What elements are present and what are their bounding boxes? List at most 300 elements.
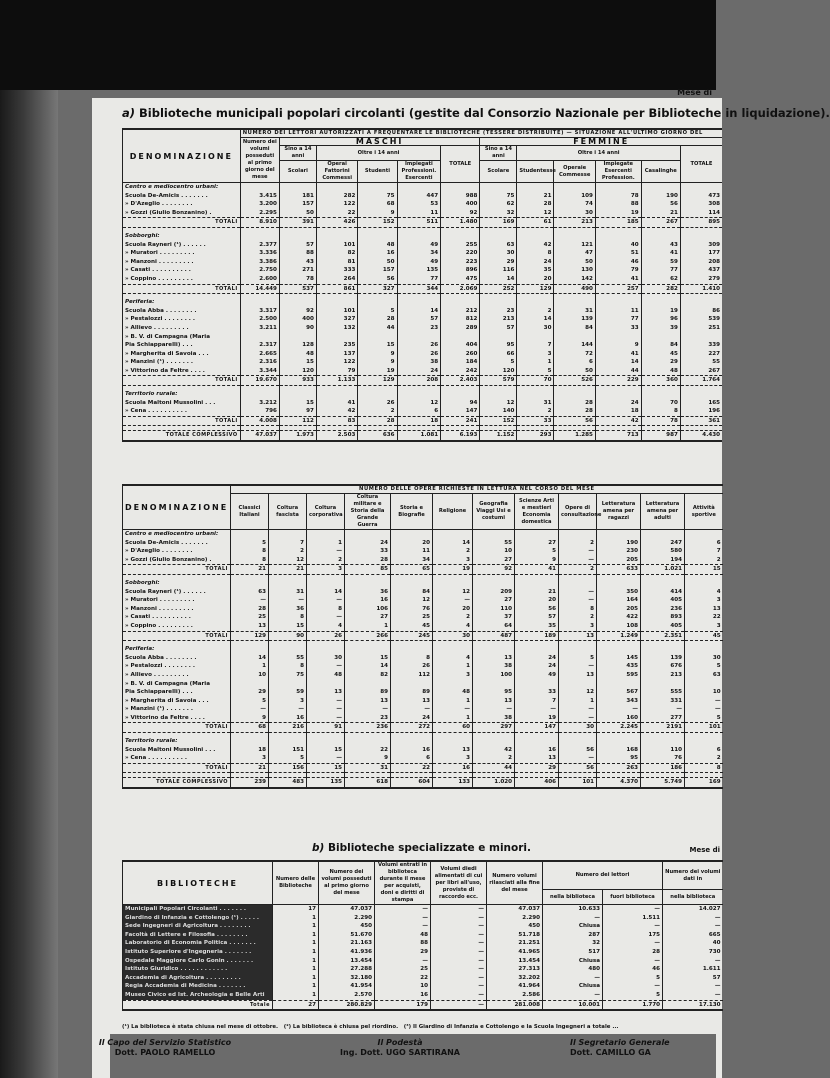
table-row: [123, 613, 723, 622]
col-header: Numero volumi rilasciati alla fine del mese: [487, 861, 543, 905]
table-cell: 20: [515, 596, 559, 605]
table-cell: 405: [641, 596, 685, 605]
table-cell: 812: [441, 315, 480, 324]
table-cell: 19: [433, 565, 473, 575]
table-cell: 91: [307, 723, 345, 733]
table-cell: 23: [397, 324, 441, 333]
col-header: fuori biblioteca: [603, 890, 663, 905]
table-cell: [559, 680, 597, 689]
table-cell: 309: [680, 241, 722, 250]
table-cell: 12: [480, 399, 517, 408]
table-cell: —: [431, 1000, 487, 1010]
table-cell: 213: [641, 671, 685, 680]
table-cell: —: [307, 705, 345, 714]
row-label: » Casati . . . . . . . . . .: [123, 613, 231, 622]
title-text: Biblioteche municipali popolari circolanti (gestite dal Consorzio Nazionale per Biblioteche in liquidazione).: [139, 106, 830, 120]
table-cell: 28: [345, 556, 391, 565]
group-header-row: [123, 183, 723, 192]
table-row: [123, 697, 723, 706]
group-total-row: [123, 763, 723, 773]
section-b-title: [312, 842, 531, 854]
table-cell: 1.020: [473, 778, 515, 788]
table-cell: [269, 579, 307, 588]
row-label: » Gozzi (Giulio Bonzanino) .: [123, 209, 241, 218]
table-cell: —: [603, 982, 663, 991]
table-row: [123, 539, 723, 548]
table-cell: 3.317: [240, 307, 279, 316]
table-cell: 8: [307, 605, 345, 614]
table-cell: 7: [515, 697, 559, 706]
readers-table: [122, 128, 722, 442]
row-label: » Cena . . . . . . . . . .: [123, 754, 231, 763]
table-cell: 245: [391, 631, 433, 641]
table-cell: 16: [358, 249, 397, 258]
group-label: Sobborghi:: [123, 232, 241, 241]
table-cell: 1.764: [680, 376, 722, 386]
table-cell: 145: [597, 654, 641, 663]
grand-total-row: [123, 778, 723, 788]
table-cell: 66: [480, 350, 517, 359]
table-cell: 1: [273, 991, 319, 1000]
table-cell: [316, 183, 357, 192]
table-cell: 713: [595, 431, 641, 441]
table-cell: 90: [269, 631, 307, 641]
table-row: [123, 307, 723, 316]
row-label: Pia Schiapparelli) . . .: [123, 688, 231, 697]
table-cell: 3: [231, 754, 269, 763]
table-cell: 9: [595, 341, 641, 350]
table-cell: 5: [358, 307, 397, 316]
table-cell: 175: [603, 931, 663, 940]
row-label: TOTALI: [123, 416, 241, 426]
table-cell: 62: [641, 275, 680, 284]
table-cell: 487: [473, 631, 515, 641]
table-cell: 10.001: [543, 1000, 603, 1010]
row-label: » Muratori . . . . . . . . .: [123, 596, 231, 605]
table-cell: [433, 579, 473, 588]
table-cell: [641, 579, 685, 588]
table-cell: 129: [517, 284, 554, 294]
table-row: [123, 249, 723, 258]
table-cell: 189: [515, 631, 559, 641]
table-cell: 55: [269, 654, 307, 663]
table-cell: 22: [391, 763, 433, 773]
table-cell: 12: [433, 588, 473, 597]
table-cell: 280.829: [319, 1000, 375, 1010]
table-cell: 85: [345, 565, 391, 575]
table-cell: 281.008: [487, 1000, 543, 1010]
col-header: Operai Fattorini Commessi: [316, 161, 357, 183]
table-cell: —: [375, 914, 431, 923]
table-cell: 2.403: [441, 376, 480, 386]
table-cell: [517, 298, 554, 307]
table-cell: 618: [345, 778, 391, 788]
table-cell: Museo Civico ed Ist. Archeologia e Belle Arti: [123, 991, 273, 1000]
table-cell: 5: [559, 654, 597, 663]
table-cell: 327: [316, 315, 357, 324]
table-cell: 2: [433, 547, 473, 556]
table-cell: —: [433, 596, 473, 605]
table-cell: 47.037: [319, 905, 375, 914]
table-cell: —: [431, 965, 487, 974]
table-cell: [397, 232, 441, 241]
table-cell: 18: [397, 416, 441, 426]
table-cell: 95: [597, 754, 641, 763]
table-cell: 101: [685, 723, 723, 733]
table-cell: 3: [433, 671, 473, 680]
scan-left-border: [0, 90, 58, 1078]
table-cell: [595, 333, 641, 342]
table-cell: [231, 737, 269, 746]
row-label: Pia Schiapparelli) . . .: [123, 341, 241, 350]
table-cell: 16: [375, 991, 431, 1000]
table-cell: 2.316: [240, 358, 279, 367]
col-header: Numero dei lettori: [543, 861, 663, 890]
row-label: » B. V. di Campagna (Maria: [123, 333, 241, 342]
table-cell: 10: [473, 547, 515, 556]
table-cell: 2.351: [641, 631, 685, 641]
table-cell: 156: [269, 763, 307, 773]
table-cell: 266: [345, 631, 391, 641]
table-cell: [358, 298, 397, 307]
table-cell: 28: [603, 948, 663, 957]
table-cell: Facoltà di Lettere e Filosofia . . . . . . . .: [123, 931, 273, 940]
table-cell: —: [641, 705, 685, 714]
row-label: » Manzoni . . . . . . . . .: [123, 605, 231, 614]
row-label: TOTALI: [123, 376, 241, 386]
table-cell: 1.611: [663, 965, 723, 974]
table-cell: 1.410: [680, 284, 722, 294]
table-cell: 48: [433, 688, 473, 697]
table-cell: 3.212: [240, 399, 279, 408]
table-cell: 404: [441, 341, 480, 350]
group-label: Centro e mediocentro urbani:: [123, 530, 231, 539]
table-cell: 8: [269, 662, 307, 671]
table-cell: 5: [517, 367, 554, 376]
table-row: [123, 192, 723, 201]
row-label: TOTALI: [123, 631, 231, 641]
table-cell: 152: [358, 218, 397, 228]
table-cell: 29: [480, 258, 517, 267]
table-cell: 400: [279, 315, 316, 324]
table-cell: 526: [554, 376, 595, 386]
table-cell: 6: [391, 754, 433, 763]
row-label: » Gozzi (Giulio Bonzanino) .: [123, 556, 231, 565]
table-cell: 12: [391, 596, 433, 605]
table-cell: 435: [597, 662, 641, 671]
table-cell: 230: [597, 547, 641, 556]
group-total-row: [123, 284, 723, 294]
table-cell: 147: [441, 407, 480, 416]
table-cell: 30: [559, 723, 597, 733]
table-cell: —: [431, 939, 487, 948]
row-label: » Margherita di Savoia . . .: [123, 697, 231, 706]
table-cell: [685, 530, 723, 539]
col-header: nella biblioteca: [663, 890, 723, 905]
table-cell: 42: [517, 241, 554, 250]
table-row: [123, 258, 723, 267]
table-cell: 28: [554, 407, 595, 416]
table-cell: 78: [279, 275, 316, 284]
col-header: Numero dei volumi posseduti al primo giorno del mese: [319, 861, 375, 905]
table-cell: Istituto Giuridico . . . . . . . . . . . .: [123, 965, 273, 974]
table-cell: 22: [316, 209, 357, 218]
table-cell: [269, 737, 307, 746]
table-cell: 9: [515, 556, 559, 565]
col-header: Scolare: [480, 161, 517, 183]
table-cell: —: [559, 556, 597, 565]
col-header: Studenti: [358, 161, 397, 183]
table-cell: [307, 579, 345, 588]
table-cell: 2.317: [240, 341, 279, 350]
group-label: Centro e mediocentro urbani:: [123, 183, 241, 192]
table-cell: 92: [473, 565, 515, 575]
table-cell: 31: [269, 588, 307, 597]
table-cell: [517, 183, 554, 192]
table-cell: 235: [316, 341, 357, 350]
signature-role: Il Segretario Generale: [570, 1038, 670, 1047]
table-cell: 27: [473, 556, 515, 565]
table-cell: 79: [316, 367, 357, 376]
table-cell: [515, 530, 559, 539]
row-label: » Manzini (¹) . . . . . . .: [123, 705, 231, 714]
row-label: » D'Azeglio . . . . . . . .: [123, 547, 231, 556]
table-cell: 1.973: [279, 431, 316, 441]
table-cell: 2.295: [240, 209, 279, 218]
table-cell: [559, 579, 597, 588]
table-cell: 5: [603, 991, 663, 1000]
table-cell: 21: [269, 565, 307, 575]
table-cell: —: [473, 705, 515, 714]
table-cell: 2.570: [319, 991, 375, 1000]
table-cell: 35: [517, 266, 554, 275]
table-cell: 120: [279, 367, 316, 376]
table-cell: 4: [307, 622, 345, 631]
table-cell: 70: [517, 376, 554, 386]
table-cell: [597, 579, 641, 588]
table-cell: [316, 298, 357, 307]
table-cell: 297: [473, 723, 515, 733]
table-row: [123, 965, 723, 974]
table-cell: 15: [358, 341, 397, 350]
table-cell: [473, 737, 515, 746]
table-row: [123, 754, 723, 763]
table-cell: 1: [273, 939, 319, 948]
table-cell: 190: [597, 539, 641, 548]
table-cell: 121: [554, 241, 595, 250]
table-cell: [685, 737, 723, 746]
table-cell: Municipali Popolari Circolanti . . . . . . .: [123, 905, 273, 914]
signature-role: Il Podestà: [377, 1038, 423, 1047]
table-cell: 400: [441, 200, 480, 209]
table-cell: [307, 737, 345, 746]
table-cell: 20: [391, 539, 433, 548]
table-cell: 473: [680, 192, 722, 201]
table-cell: 1: [273, 974, 319, 983]
group-label: Territorio rurale:: [123, 737, 231, 746]
row-label: Scuola Maltoni Mussolini . . .: [123, 399, 241, 408]
table-row: [123, 200, 723, 209]
table-cell: 38: [473, 714, 515, 723]
table-row: [123, 341, 723, 350]
table-cell: 165: [680, 399, 722, 408]
table-cell: [641, 680, 685, 689]
table-cell: 2: [433, 613, 473, 622]
table-cell: 13: [473, 697, 515, 706]
footnote: (³) Il Giardino di Infanzia e Cottolengo e la Scuola Ingegneri a totale ...: [403, 1024, 619, 1030]
f-sino14-header: Sino a 14 anni: [480, 146, 517, 161]
table-cell: [231, 680, 269, 689]
table-cell: 475: [441, 275, 480, 284]
table-row: [123, 705, 723, 714]
f-oltre14-header: Oltre i 14 anni: [517, 146, 680, 161]
section-b-corner: Mese di: [689, 846, 720, 854]
table-row: [123, 662, 723, 671]
table-cell: 5: [685, 662, 723, 671]
table-cell: 209: [473, 588, 515, 597]
row-label: » Margherita di Savoia . . .: [123, 350, 241, 359]
table-cell: 4: [433, 654, 473, 663]
col-header: Impiegati Professioni. Esercenti: [397, 161, 441, 183]
table-cell: [441, 232, 480, 241]
table-cell: —: [559, 547, 597, 556]
table-cell: —: [431, 922, 487, 931]
table-cell: [680, 333, 722, 342]
table-cell: —: [559, 596, 597, 605]
table-cell: 208: [397, 376, 441, 386]
table-cell: [597, 645, 641, 654]
section-b-text: Biblioteche specializzate e minori.: [327, 842, 532, 854]
table-row: [123, 957, 723, 966]
row-label: » Allievo . . . . . . . . .: [123, 671, 231, 680]
table-cell: 447: [397, 192, 441, 201]
table-cell: [358, 333, 397, 342]
table-cell: 1: [433, 697, 473, 706]
table-cell: 41.954: [319, 982, 375, 991]
table-cell: 129: [231, 631, 269, 641]
table-cell: 5: [603, 974, 663, 983]
row-label: Totale: [123, 1000, 273, 1010]
table-cell: 8: [391, 654, 433, 663]
table-cell: 350: [597, 588, 641, 597]
table-cell: —: [391, 705, 433, 714]
table-cell: —: [559, 754, 597, 763]
table-cell: 50: [554, 367, 595, 376]
table-cell: 41: [595, 275, 641, 284]
table-cell: 287: [543, 931, 603, 940]
table-cell: 114: [680, 209, 722, 218]
row-label: » Coppino . . . . . . . . .: [123, 275, 241, 284]
table-cell: Chiusa: [543, 957, 603, 966]
table-cell: 23: [345, 714, 391, 723]
table-cell: 1.152: [480, 431, 517, 441]
table-cell: 636: [358, 431, 397, 441]
table-cell: 78: [595, 192, 641, 201]
table-cell: 45: [641, 350, 680, 359]
table-cell: 511: [397, 218, 441, 228]
table-cell: 895: [680, 218, 722, 228]
table-cell: 61: [517, 218, 554, 228]
table-cell: 14: [595, 358, 641, 367]
table-cell: 1: [273, 965, 319, 974]
table-cell: 157: [279, 200, 316, 209]
group-total-row: [123, 218, 723, 228]
table-cell: 16: [515, 746, 559, 755]
requests-table: [122, 484, 723, 789]
table-cell: [441, 298, 480, 307]
col-header: Numero dei volumi dati in: [663, 861, 723, 890]
table-cell: [554, 183, 595, 192]
table-cell: 271: [279, 266, 316, 275]
table-cell: 194: [641, 556, 685, 565]
table-cell: 49: [397, 241, 441, 250]
f-totale-header: TOTALE: [680, 146, 722, 183]
table-cell: [397, 390, 441, 399]
table-cell: [441, 333, 480, 342]
table-cell: 59: [269, 688, 307, 697]
table-cell: —: [663, 922, 723, 931]
table-cell: 49: [515, 671, 559, 680]
table-cell: 1.021: [641, 565, 685, 575]
group-label: Periferia:: [123, 645, 231, 654]
table-cell: 1: [433, 662, 473, 671]
col-header: Letteratura amena per ragazzi: [597, 494, 641, 530]
table-cell: —: [307, 547, 345, 556]
table-cell: 152: [480, 416, 517, 426]
table-cell: 327: [358, 284, 397, 294]
row-label: » Allievo . . . . . . . . .: [123, 324, 241, 333]
table-cell: —: [269, 596, 307, 605]
table-cell: 1: [433, 714, 473, 723]
table-cell: 95: [473, 688, 515, 697]
table-cell: 13: [559, 671, 597, 680]
row-label: Scuola Abba . . . . . . . .: [123, 307, 241, 316]
table-row: [123, 358, 723, 367]
table-cell: 893: [641, 613, 685, 622]
table-cell: 33: [517, 416, 554, 426]
table-cell: 56: [559, 763, 597, 773]
table-cell: —: [307, 697, 345, 706]
table-cell: 20: [433, 605, 473, 614]
table-cell: 112: [279, 416, 316, 426]
table-cell: —: [431, 974, 487, 983]
table-cell: 116: [480, 266, 517, 275]
table-cell: —: [307, 596, 345, 605]
table-cell: 1.511: [603, 914, 663, 923]
section-b-prefix: b): [312, 842, 325, 854]
table-row: [123, 714, 723, 723]
group-total-row: [123, 565, 723, 575]
table-cell: 3.211: [240, 324, 279, 333]
table-cell: 333: [316, 266, 357, 275]
table-cell: —: [431, 905, 487, 914]
table-cell: 14: [307, 588, 345, 597]
table-cell: Chiusa: [543, 982, 603, 991]
table-cell: 45: [391, 622, 433, 631]
table-cell: 24: [595, 399, 641, 408]
table-cell: —: [603, 939, 663, 948]
table-cell: 633: [597, 565, 641, 575]
col-header: Geografia Viaggi Usi e costumi: [473, 494, 515, 530]
table-cell: 21.251: [487, 939, 543, 948]
col-header: nella biblioteca: [543, 890, 603, 905]
table-cell: 179: [375, 1000, 431, 1010]
signature-name: Dott. CAMILLO GA: [570, 1048, 651, 1057]
table-cell: 5: [515, 547, 559, 556]
table-cell: 15: [269, 622, 307, 631]
table-cell: [316, 390, 357, 399]
table-cell: [641, 232, 680, 241]
